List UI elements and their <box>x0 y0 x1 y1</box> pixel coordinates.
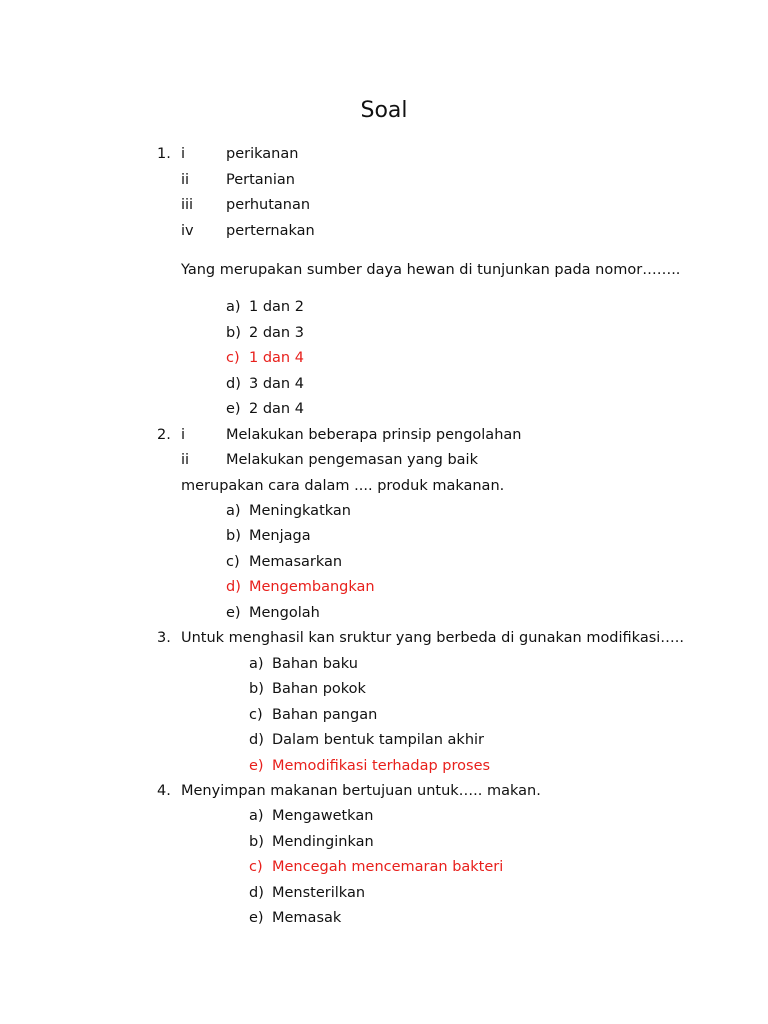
statement-numeral: iv <box>181 223 194 239</box>
option-text: 1 dan 2 <box>249 299 304 315</box>
option-text-correct: 1 dan 4 <box>249 350 304 366</box>
option-text-correct: Mencegah mencemaran bakteri <box>272 859 504 875</box>
option-letter: a) <box>249 808 264 824</box>
option-text: Mendinginkan <box>272 834 374 850</box>
statement-numeral: ii <box>181 452 190 468</box>
option-text: Mengolah <box>249 605 320 621</box>
option-letter: c) <box>226 554 240 570</box>
option-text: Bahan pokok <box>272 681 366 697</box>
statement-text: perternakan <box>226 223 315 239</box>
option-text-correct: Memodifikasi terhadap proses <box>272 758 491 774</box>
option-text: Dalam bentuk tampilan akhir <box>272 732 484 748</box>
option-text: Bahan baku <box>272 656 358 672</box>
option-letter: e) <box>226 401 241 417</box>
question-number: 4. <box>157 783 171 799</box>
option-letter-correct: c) <box>226 350 240 366</box>
question-prompt: Yang merupakan sumber daya hewan di tunjunkan pada nomor…….. <box>181 262 681 278</box>
question-prompt: Untuk menghasil kan sruktur yang berbeda di gunakan modifikasi….. <box>181 630 685 646</box>
option-letter: c) <box>249 707 263 723</box>
option-text-correct: Mengembangkan <box>249 579 375 595</box>
question-prompt: merupakan cara dalam .... produk makanan. <box>181 478 505 494</box>
statement-numeral: ii <box>181 172 190 188</box>
option-letter: b) <box>249 681 264 697</box>
option-letter-correct: c) <box>249 859 263 875</box>
statement-text: Melakukan beberapa prinsip pengolahan <box>226 427 522 443</box>
question-number: 2. <box>157 427 171 443</box>
option-letter: b) <box>226 528 241 544</box>
statement-numeral: i <box>181 427 186 443</box>
option-letter: b) <box>226 325 241 341</box>
statement-text: perhutanan <box>226 197 311 213</box>
option-letter: d) <box>249 885 264 901</box>
option-text: 2 dan 3 <box>249 325 304 341</box>
option-letter: d) <box>226 376 241 392</box>
statement-text: Melakukan pengemasan yang baik <box>226 452 478 468</box>
question-number: 3. <box>157 630 171 646</box>
option-text: Mensterilkan <box>272 885 366 901</box>
option-text: Memasak <box>272 910 342 926</box>
option-letter: a) <box>226 503 241 519</box>
option-letter: a) <box>249 656 264 672</box>
statement-numeral: iii <box>181 197 194 213</box>
page-title: Soal <box>360 98 408 123</box>
question-prompt: Menyimpan makanan bertujuan untuk….. makan. <box>181 783 541 799</box>
option-letter: a) <box>226 299 241 315</box>
option-text: Menjaga <box>249 528 311 544</box>
option-text: Memasarkan <box>249 554 343 570</box>
option-letter-correct: d) <box>226 579 241 595</box>
option-text: Bahan pangan <box>272 707 378 723</box>
option-letter: d) <box>249 732 264 748</box>
option-letter-correct: e) <box>249 758 264 774</box>
option-text: 3 dan 4 <box>249 376 304 392</box>
option-text: Meningkatkan <box>249 503 351 519</box>
option-letter: b) <box>249 834 264 850</box>
statement-numeral: i <box>181 146 186 162</box>
option-text: Mengawetkan <box>272 808 374 824</box>
option-text: 2 dan 4 <box>249 401 304 417</box>
statement-text: Pertanian <box>226 172 295 188</box>
statement-text: perikanan <box>226 146 299 162</box>
option-letter: e) <box>226 605 241 621</box>
question-number: 1. <box>157 146 171 162</box>
option-letter: e) <box>249 910 264 926</box>
